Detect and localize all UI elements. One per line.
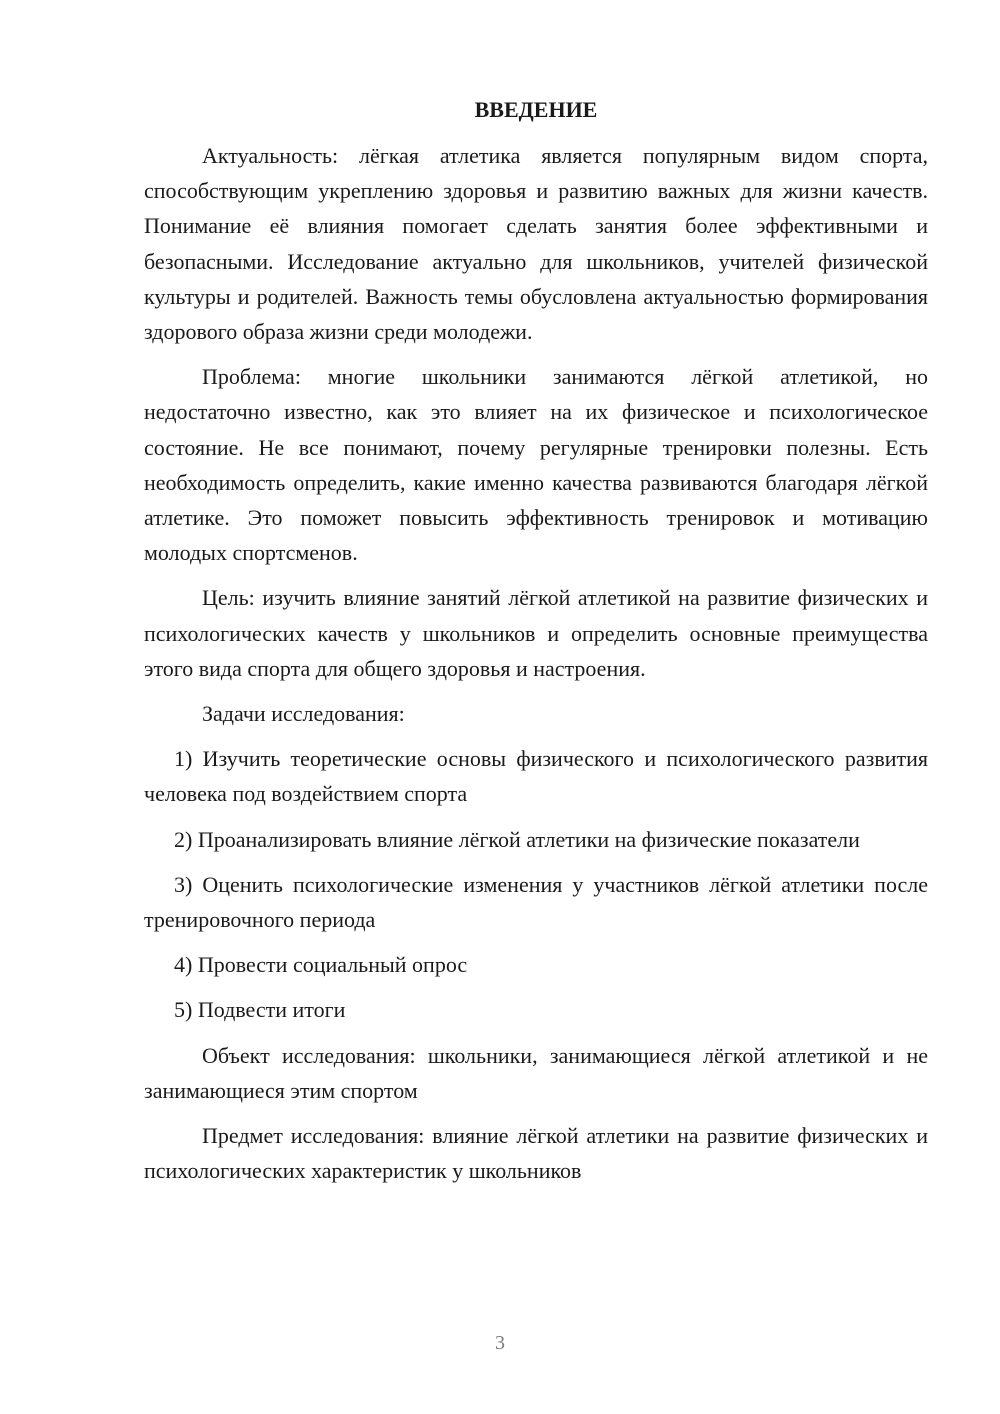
- task-item: 3) Оценить психологические изменения у участников лёгкой атлетики после тренировочного периода: [144, 871, 928, 933]
- document-page: [144, 92, 928, 1188]
- page-title: ВВЕДЕНИЕ: [474, 97, 598, 122]
- paragraph-problem: Проблема: многие школьники занимаются лёгкой атлетикой, но недостаточно известно, как это влияет на их физическое и психологическое состояние. Не все понимают, почему регулярные тренировки полезны. Есть необходимость определить, какие именно качества развиваются благодаря лёгкой атлетике. Это поможет повысить эффективность тренировок и мотивацию молодых спортсменов.: [144, 364, 928, 566]
- paragraph-relevance: Актуальность: лёгкая атлетика является популярным видом спорта, способствующим укреплению здоровья и развитию важных для жизни качеств. Понимание её влияния помогает сделать занятия более эффективными и безопасными. Исследование актуально для школьников, учителей физической культуры и родителей. Важность темы обусловлена актуальностью формирования здорового образа жизни среди молодежи.: [144, 143, 928, 345]
- paragraph-goal: Цель: изучить влияние занятий лёгкой атлетикой на развитие физических и психологических качеств у школьников и определить основные преимущества этого вида спорта для общего здоровья и настроения.: [144, 585, 928, 681]
- title-spacer: [144, 128, 928, 138]
- paragraph-subject: Предмет исследования: влияние лёгкой атлетики на развитие физических и психологических характеристик у школьников: [144, 1123, 928, 1184]
- task-item: 2) Проанализировать влияние лёгкой атлетики на физические показатели: [174, 826, 860, 852]
- tasks-heading: Задачи исследования:: [202, 701, 405, 727]
- task-item: 1) Изучить теоретические основы физического и психологического развития человека под воздействием спорта: [144, 746, 928, 807]
- task-item: 5) Подвести итоги: [174, 997, 346, 1023]
- task-item: 4) Провести социальный опрос: [174, 952, 468, 978]
- paragraph-object: Объект исследования: школьники, занимающиеся лёгкой атлетикой и не занимающиеся этим спортом: [144, 1042, 928, 1103]
- page-number: 3: [495, 1332, 505, 1354]
